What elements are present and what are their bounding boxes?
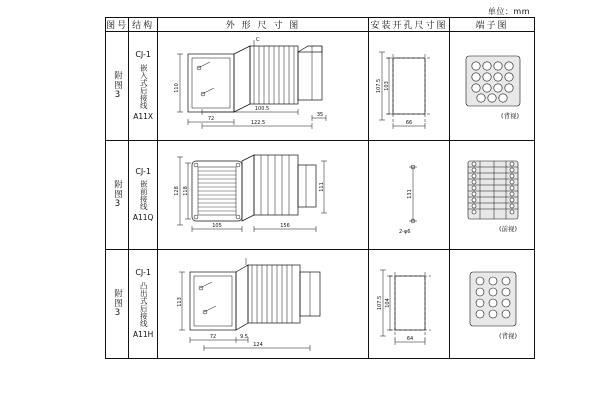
cell-fig-no-1: [106, 32, 129, 141]
dim-35-1: 35: [316, 112, 324, 118]
spec-table: [105, 17, 535, 359]
dim-107p5-1: 107.5: [375, 78, 382, 94]
cell-outline-3: [157, 250, 368, 359]
marker-c-1: C: [255, 37, 260, 43]
cell-outline-2: [157, 141, 368, 250]
cell-terminal-3: [449, 250, 534, 359]
cell-mounting-3: [368, 250, 449, 359]
model-label-2: CJ-1: [135, 166, 151, 176]
dim-131-2: 131: [406, 189, 413, 199]
dim-122p5-1: 122.5: [250, 120, 266, 126]
dim-128-2: 128: [173, 186, 180, 196]
outline-drawing-2: [158, 141, 368, 249]
model-label-1: CJ-1: [135, 50, 151, 60]
outline-drawing-1: [158, 32, 368, 140]
header-mounting: 安装开孔尺寸图: [368, 18, 449, 32]
dim-113-3: 113: [176, 297, 183, 307]
dim-103-1: 103: [383, 81, 390, 91]
structure-desc-2: 嵌前接线: [139, 180, 149, 211]
structure-code-3: A11H: [132, 329, 154, 339]
cell-structure-1: [129, 32, 158, 141]
dim-124-3: 124: [253, 342, 263, 348]
structure-desc-3: 凸出式后接线: [139, 281, 149, 327]
table-row: [106, 250, 535, 359]
header-fig-no: 图号: [106, 18, 129, 32]
terminal-drawing-2: [450, 141, 534, 249]
table-header-row: [106, 18, 535, 32]
fig-no-label-1: 附图3: [112, 71, 123, 101]
dim-107p5-3: 107.5: [376, 295, 383, 311]
dim-72-3: 72: [209, 334, 217, 340]
fig-no-label-2: 附图3: [112, 180, 123, 210]
cell-terminal-1: [449, 32, 534, 141]
dim-66-1: 66: [405, 120, 413, 126]
cell-terminal-2: [449, 141, 534, 250]
mounting-drawing-2: [369, 141, 449, 249]
terminal-caption-3: (背视): [498, 332, 518, 340]
cell-structure-3: [129, 250, 158, 359]
dim-2phi6-2: 2-φ6: [398, 229, 411, 235]
dim-105-2: 105: [212, 223, 222, 229]
terminal-drawing-3: [450, 250, 534, 358]
dim-72-1: 72: [207, 116, 215, 122]
cell-fig-no-2: [106, 141, 129, 250]
dim-64-3: 64: [406, 336, 414, 342]
dim-110-1: 110: [173, 83, 180, 93]
outline-drawing-3: [158, 250, 368, 358]
header-terminal: 端子图: [449, 18, 534, 32]
cell-mounting-1: [368, 32, 449, 141]
table-row: [106, 32, 535, 141]
dim-156-2: 156: [280, 223, 290, 229]
structure-code-1: A11X: [133, 111, 154, 121]
cell-structure-2: [129, 141, 158, 250]
dim-111-2: 111: [318, 182, 325, 192]
terminal-drawing-1: [450, 32, 534, 140]
structure-code-2: A11Q: [132, 213, 154, 223]
unit-note: 单位：mm: [487, 7, 530, 16]
dim-9p5-3: 9.5: [240, 334, 248, 340]
terminal-caption-2: (前视): [498, 225, 518, 233]
mounting-drawing-1: [369, 32, 449, 140]
fig-no-label-3: 附图3: [112, 289, 123, 319]
cell-mounting-2: [368, 141, 449, 250]
cell-fig-no-3: [106, 250, 129, 359]
header-outline: 外 形 尺 寸 图: [157, 18, 368, 32]
table-row: [106, 141, 535, 250]
terminal-caption-1: (背视): [500, 112, 520, 120]
header-structure: 结构: [129, 18, 158, 32]
dim-100p5-1: 100.5: [254, 106, 270, 112]
dim-104-3: 104: [384, 298, 391, 308]
cell-outline-1: [157, 32, 368, 141]
structure-desc-1: 嵌入式后接线: [139, 63, 149, 109]
model-label-3: CJ-1: [135, 268, 151, 278]
dim-118-2: 118: [182, 186, 189, 196]
mounting-drawing-3: [369, 250, 449, 358]
